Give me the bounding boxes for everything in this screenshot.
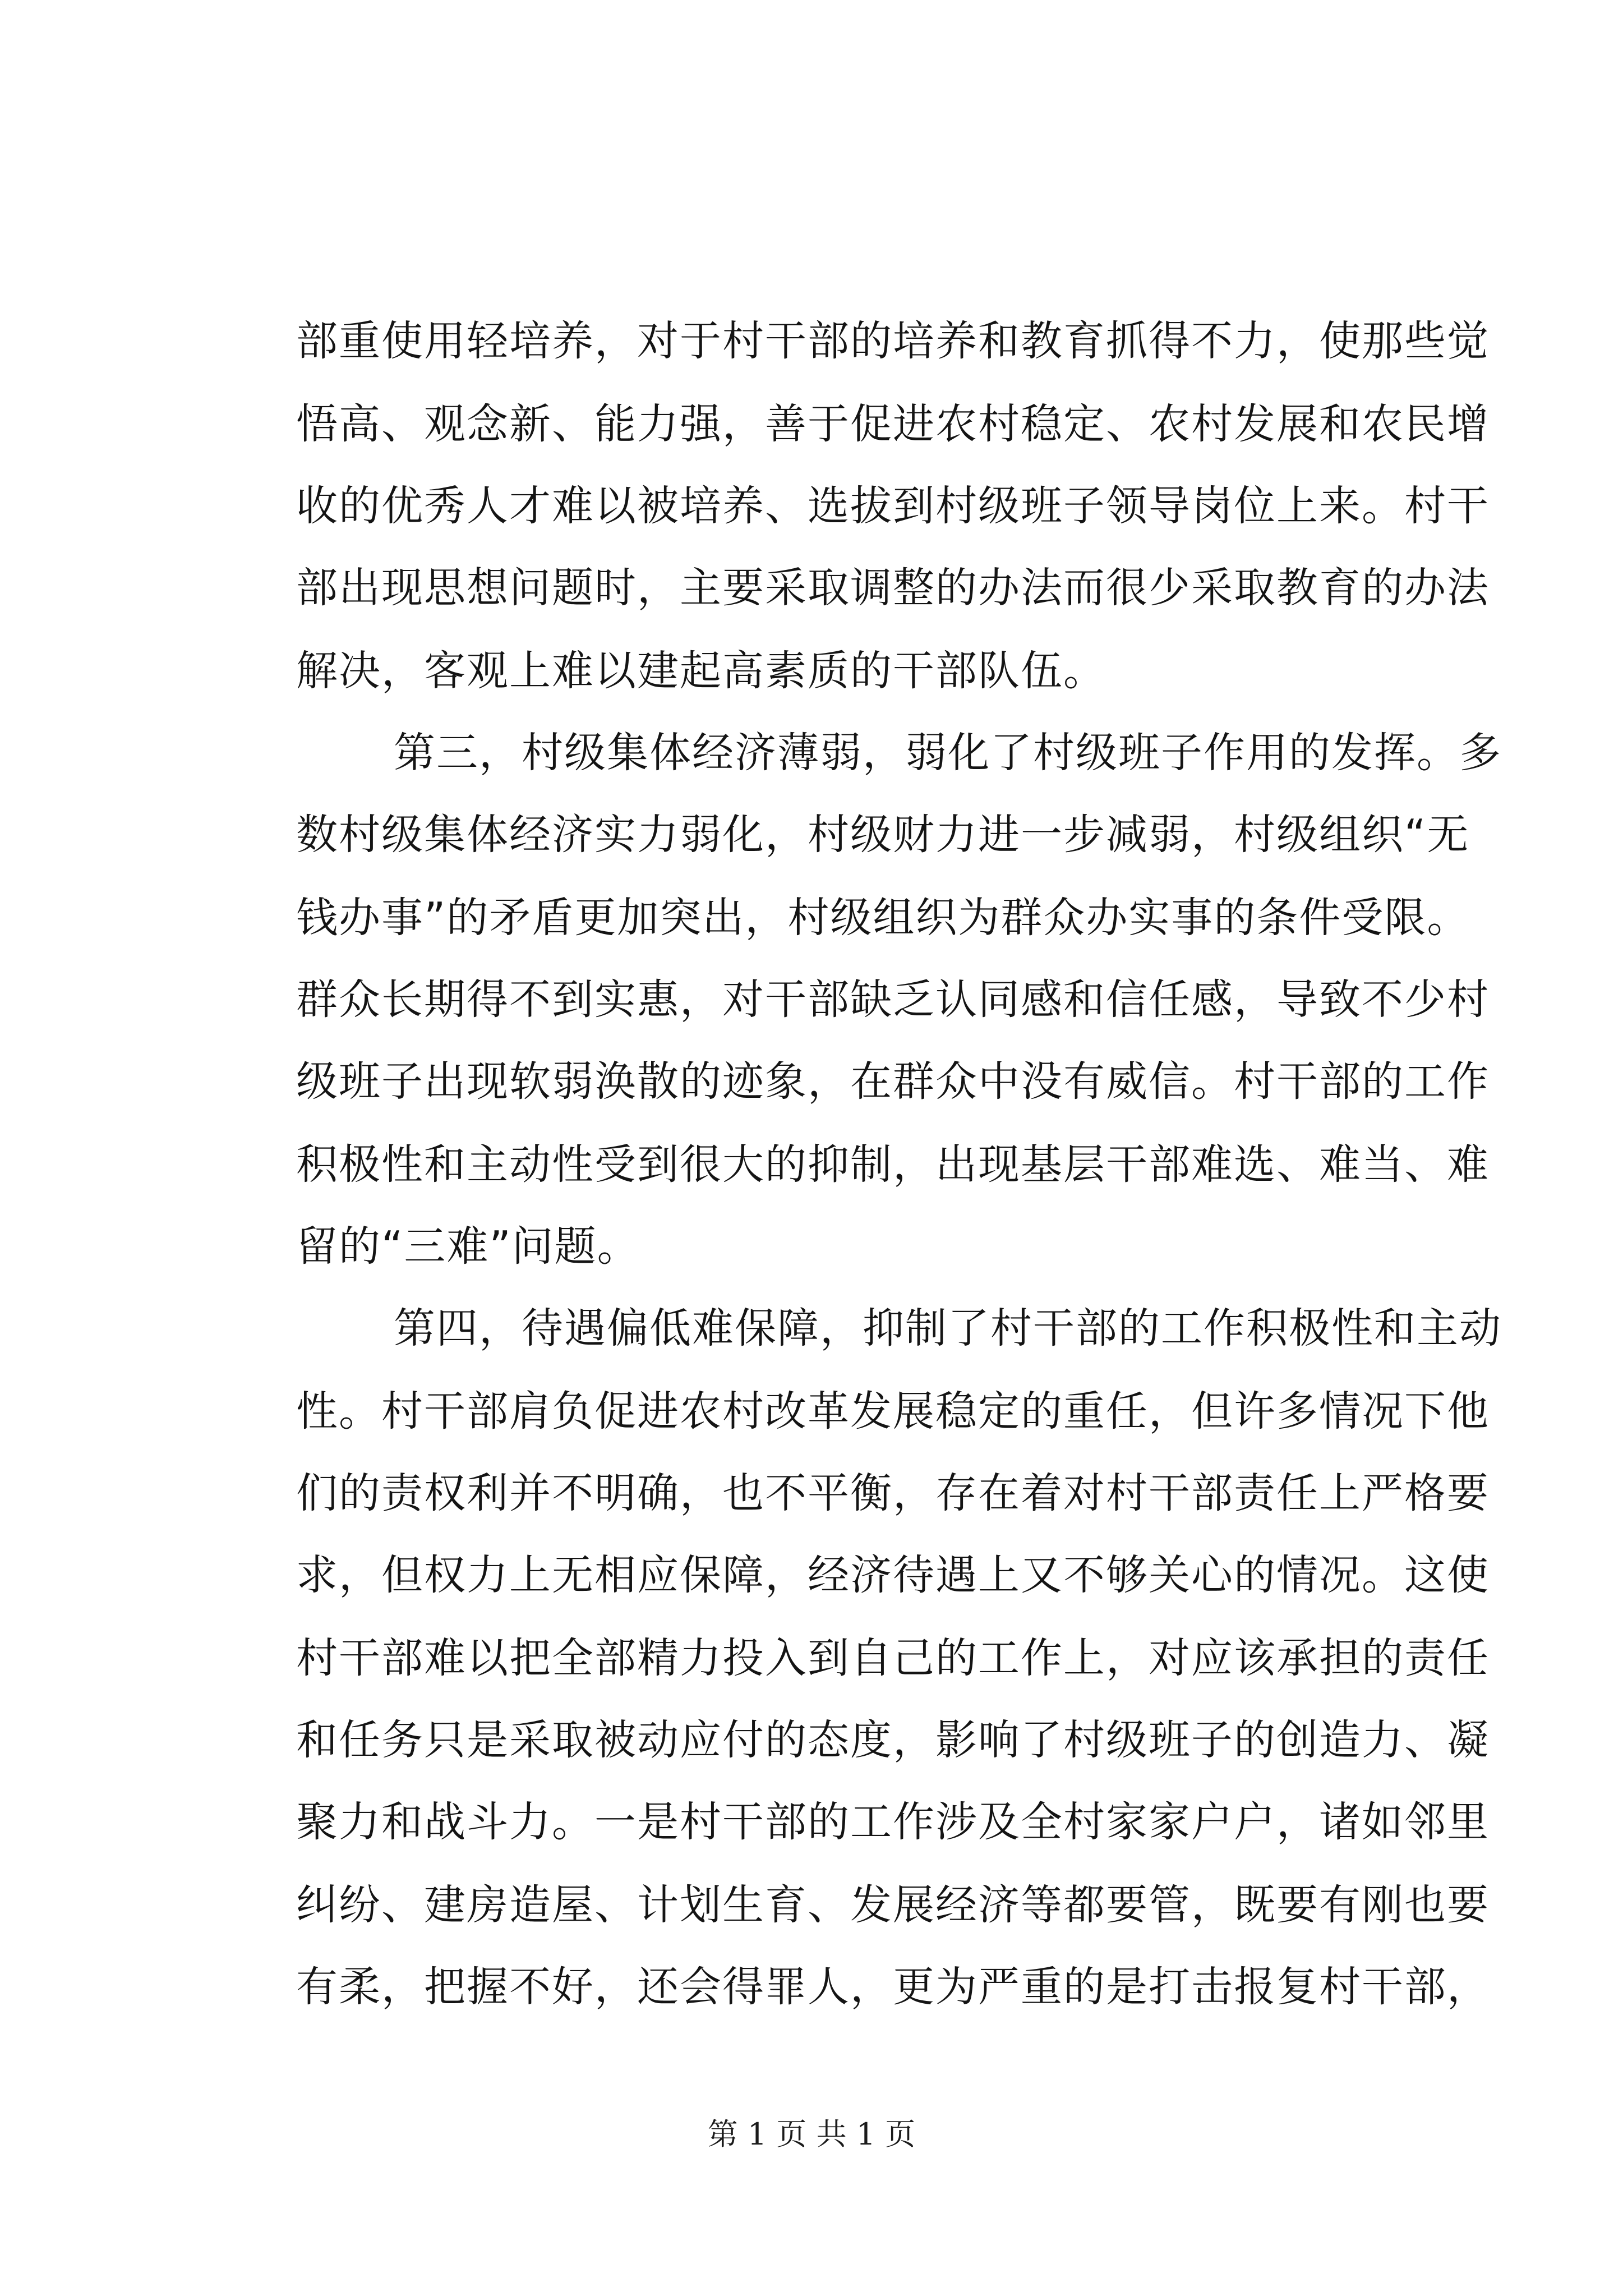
text-line: 数村级集体经济实力弱化，村级财力进一步减弱，村级组织“无 — [296, 811, 1470, 859]
text-line: 级班子出现软弱涣散的迹象，在群众中没有威信。村干部的工作 — [296, 1057, 1490, 1106]
text-line: 解决，客观上难以建起高素质的干部队伍。 — [296, 647, 1106, 695]
text-line: 积极性和主动性受到很大的抑制，出现基层干部难选、难当、难 — [296, 1140, 1490, 1189]
text-line: 求，但权力上无相应保障，经济待遇上又不够关心的情况。这使 — [296, 1551, 1490, 1599]
text-line: 村干部难以把全部精力投入到自己的工作上，对应该承担的责任 — [296, 1634, 1490, 1682]
text-line: 有柔，把握不好，还会得罪人，更为严重的是打击报复村干部， — [296, 1963, 1490, 2011]
text-line: 部重使用轻培养，对于村干部的培养和教育抓得不力，使那些觉 — [296, 317, 1490, 365]
text-line: 和任务只是采取被动应付的态度，影响了村级班子的创造力、凝 — [296, 1716, 1490, 1764]
text-line: 性。村干部肩负促进农村改革发展稳定的重任，但许多情况下他 — [296, 1387, 1490, 1435]
text-line: 部出现思想问题时，主要采取调整的办法而很少采取教育的办法 — [296, 564, 1490, 612]
page-number-label: 第 1 页 共 1 页 — [707, 2116, 916, 2152]
text-line: 第四，待遇偏低难保障，抑制了村干部的工作积极性和主动 — [394, 1304, 1502, 1352]
text-line: 纠纷、建房造屋、计划生育、发展经济等都要管，既要有刚也要 — [296, 1881, 1490, 1929]
text-line: 们的责权利并不明确，也不平衡，存在着对村干部责任上严格要 — [296, 1469, 1490, 1517]
page-footer — [0, 2115, 1623, 2154]
text-line: 第三，村级集体经济薄弱，弱化了村级班子作用的发挥。多 — [394, 729, 1502, 777]
text-line: 悟高、观念新、能力强，善于促进农村稳定、农村发展和农民增 — [296, 400, 1490, 448]
text-line: 留的“三难”问题。 — [296, 1222, 640, 1271]
text-line: 聚力和战斗力。一是村干部的工作涉及全村家家户户，诸如邻里 — [296, 1798, 1490, 1846]
text-line: 群众长期得不到实惠，对干部缺乏认同感和信任感，导致不少村 — [296, 976, 1490, 1024]
text-line: 收的优秀人才难以被培养、选拔到村级班子领导岗位上来。村干 — [296, 482, 1490, 530]
text-line: 钱办事”的矛盾更加突出，村级组织为群众办实事的条件受限。 — [296, 894, 1470, 942]
